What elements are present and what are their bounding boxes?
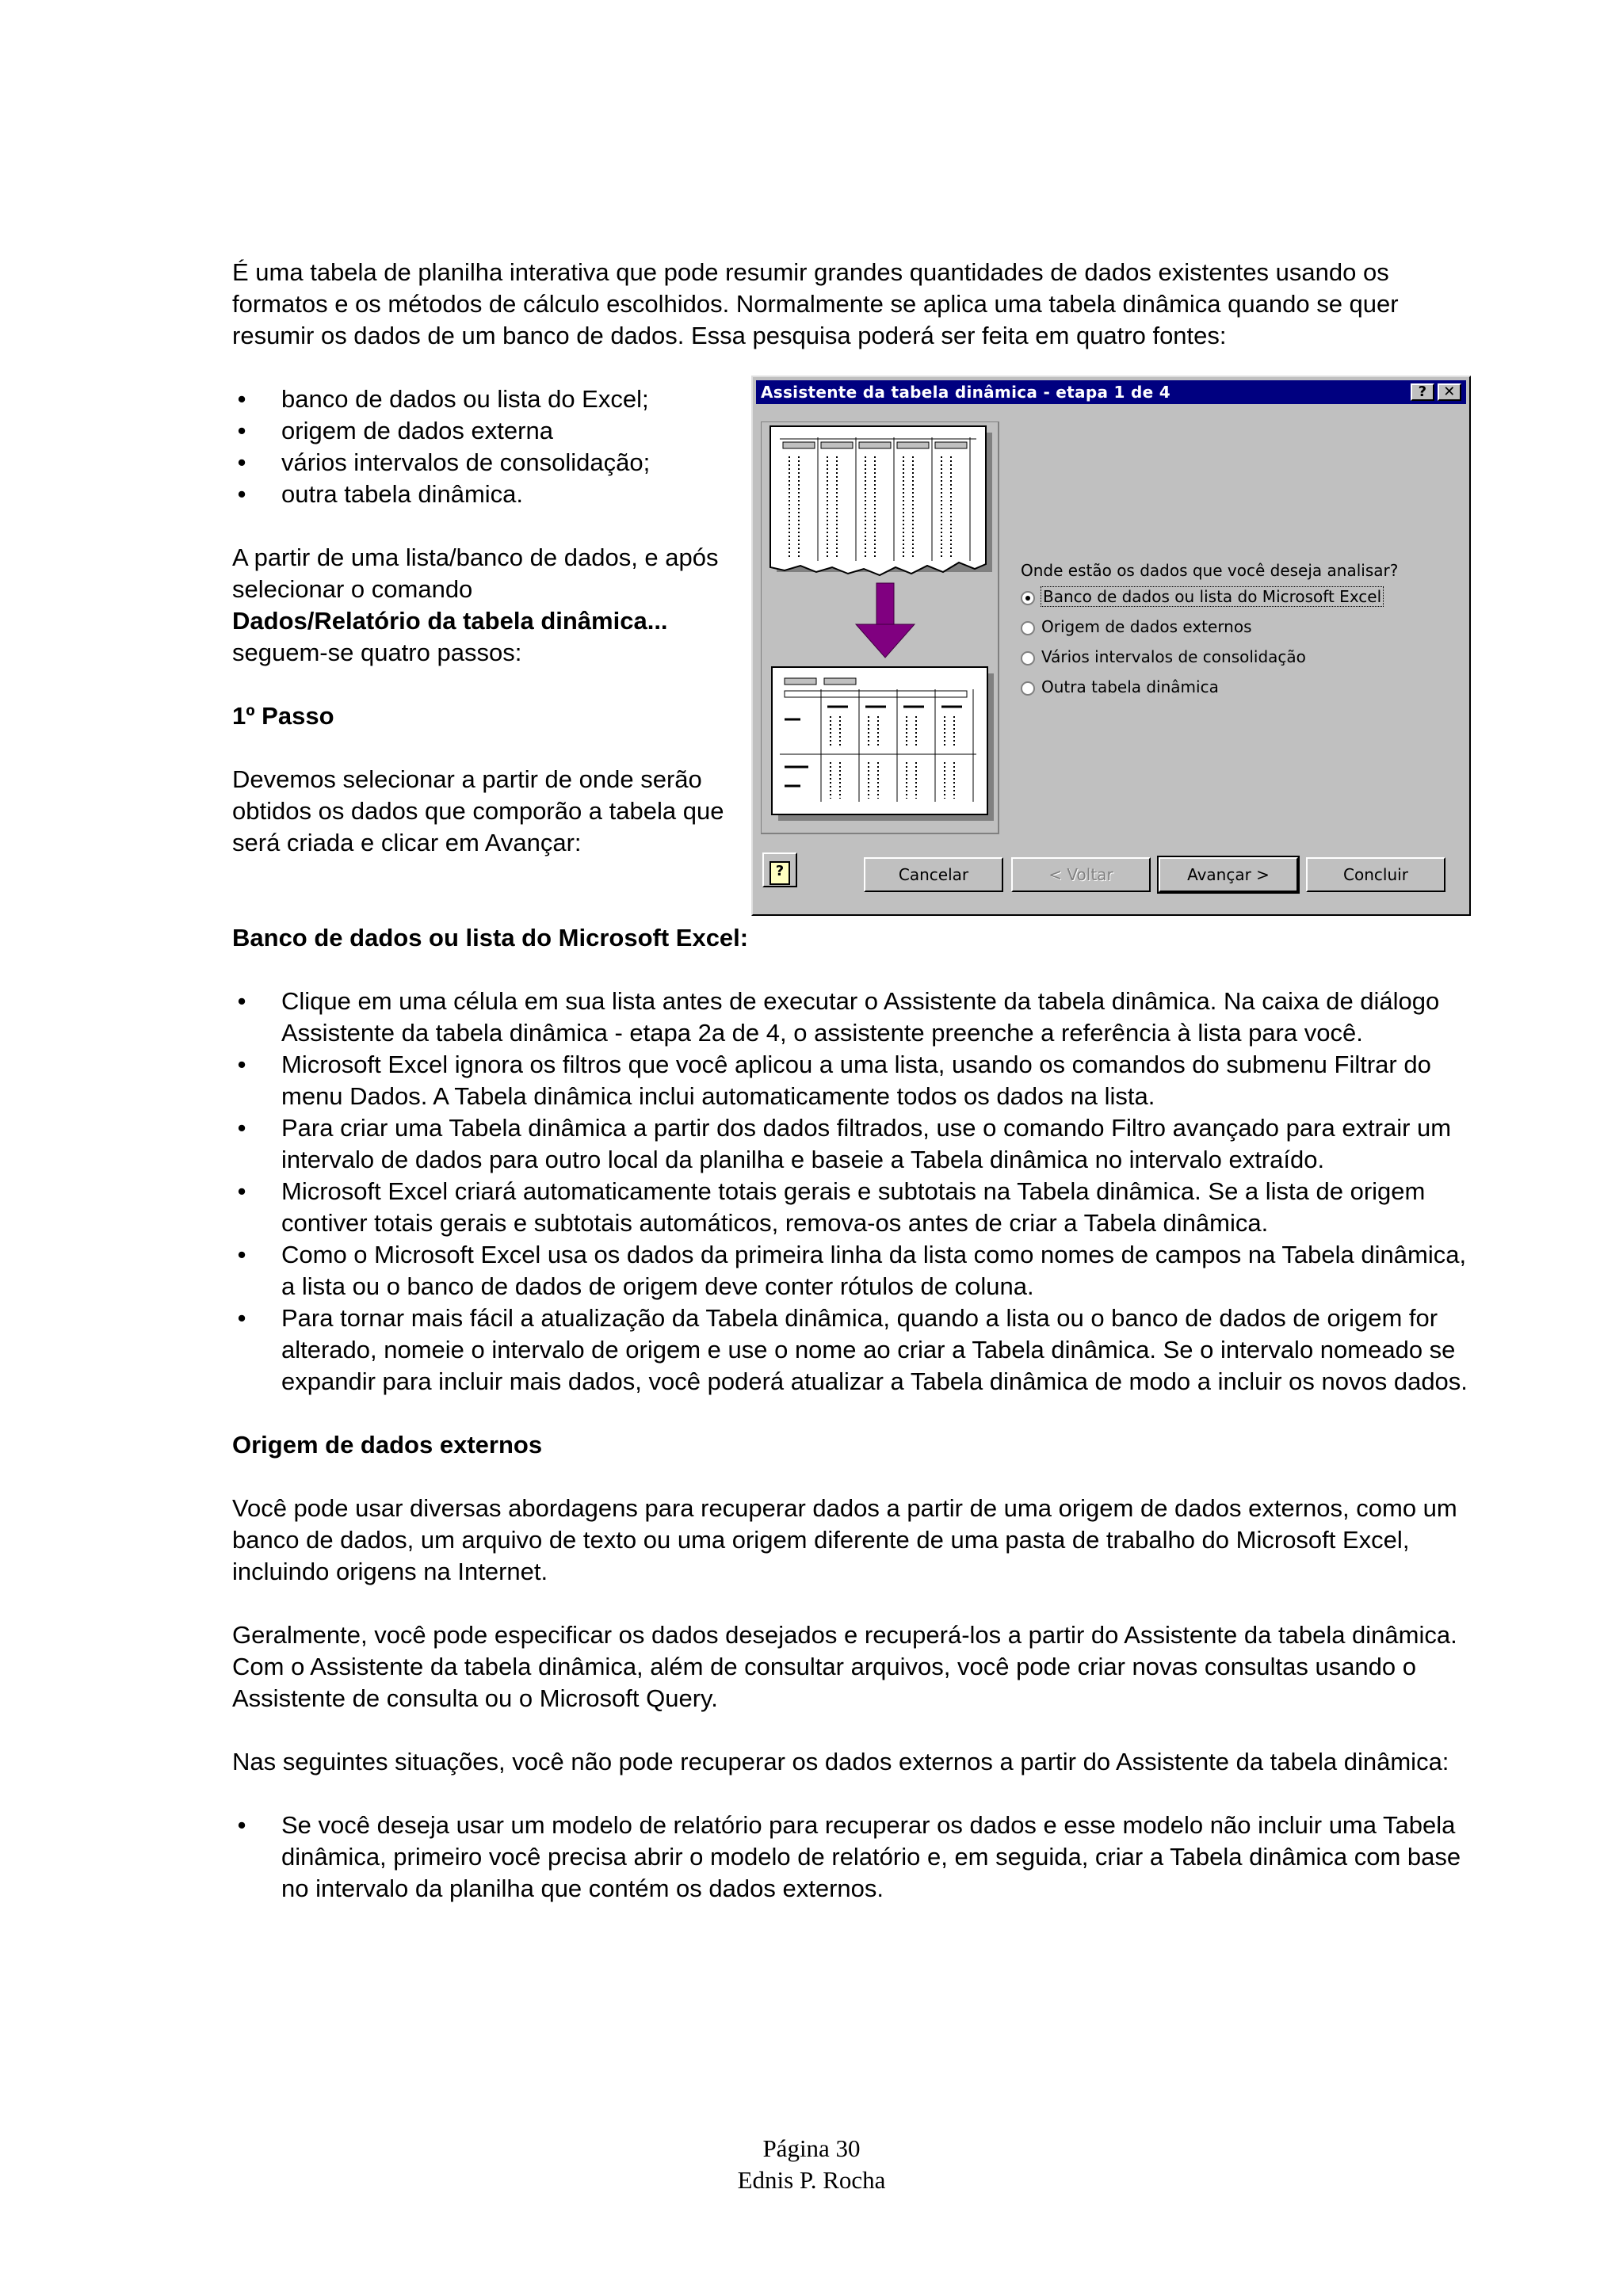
list-item: • Microsoft Excel criará automaticamente totais gerais e subtotais na Tabela dinâmica. Se a lista de origem contiver totais gerais e subtotais automáticos, remova-os antes de criar a Tabela dinâmica. bbox=[232, 1176, 1484, 1239]
wizard-illustration-graphic bbox=[761, 421, 1008, 840]
list-item: • Para tornar mais fácil a atualização da Tabela dinâmica, quando a lista ou o banco de dados de origem for alterado, nomeie o intervalo de origem e use o nome ao criar a Tabela dinâmica. Se o intervalo nomeado se expandir para incluir mais dados, você poderá atualizar a Tabela dinâmica de modo a incluir os novos dados. bbox=[232, 1302, 1484, 1398]
left-column bbox=[232, 383, 739, 859]
list-item: • Para criar uma Tabela dinâmica a partir dos dados filtrados, use o comando Filtro avançado para extrair um intervalo de dados para outro local da planilha e baseie a Tabela dinâmica no intervalo extraído. bbox=[232, 1112, 1484, 1176]
main-content bbox=[232, 922, 1484, 1905]
list-item: • Microsoft Excel ignora os filtros que você aplicou a uma lista, usando os comandos do submenu Filtrar do menu Dados. A Tabela dinâmica inclui automaticamente todos os dados na lista. bbox=[232, 1049, 1484, 1112]
title-help-button[interactable]: ? bbox=[1411, 383, 1434, 401]
bullet-icon: • bbox=[237, 1304, 246, 1332]
help-icon: ? bbox=[769, 861, 790, 885]
bullet-icon: • bbox=[237, 1811, 246, 1839]
close-button[interactable]: ✕ bbox=[1438, 383, 1461, 401]
list-item: • banco de dados ou lista do Excel; bbox=[232, 383, 739, 415]
list-item: • vários intervalos de consolidação; bbox=[232, 447, 739, 479]
radio-excel-list[interactable]: Banco de dados ou lista do Microsoft Excel bbox=[1021, 585, 1383, 608]
bullet-icon: • bbox=[237, 417, 246, 444]
sources-list bbox=[232, 383, 739, 510]
bullet-icon: • bbox=[237, 448, 246, 476]
bullet-icon: • bbox=[237, 1241, 246, 1268]
external-paragraph-3: Nas seguintes situações, você não pode recuperar os dados externos a partir do Assistente da tabela dinâmica: bbox=[232, 1748, 1449, 1775]
step-heading: 1º Passo bbox=[232, 702, 334, 730]
list-item: • Clique em uma célula em sua lista antes de executar o Assistente da tabela dinâmica. Na caixa de diálogo Assistente da tabela dinâmica - etapa 2a de 4, o assistente preenche a referência à lista para você. bbox=[232, 986, 1484, 1049]
pivot-wizard-dialog bbox=[751, 376, 1471, 916]
author-name: Ednis P. Rocha bbox=[737, 2166, 886, 2194]
list-item: • Se você deseja usar um modelo de relatório para recuperar os dados e esse modelo não incluir uma Tabela dinâmica, primeiro você precisa abrir o modelo de relatório e, em seguida, criar a Tabela dinâmica com base no intervalo da planilha que contém os dados externos. bbox=[232, 1810, 1484, 1905]
intro-paragraph: É uma tabela de planilha interativa que pode resumir grandes quantidades de dados existentes usando os formatos e os métodos de cálculo escolhidos. Normalmente se aplica uma tabela dinâmica quando se quer resumir os dados de um banco de dados. Essa pesquisa poderá ser feita em quatro fontes: bbox=[232, 258, 1399, 349]
external-notes-list bbox=[232, 1810, 1484, 1905]
section-heading-external: Origem de dados externos bbox=[232, 1431, 543, 1459]
list-item: • Como o Microsoft Excel usa os dados da primeira linha da lista como nomes de campos na Tabela dinâmica, a lista ou o banco de dados de origem deve conter rótulos de coluna. bbox=[232, 1239, 1484, 1302]
finish-button[interactable]: Concluir bbox=[1306, 857, 1445, 892]
menu-command: Dados/Relatório da tabela dinâmica... bbox=[232, 607, 668, 635]
radio-selected-icon[interactable] bbox=[1021, 591, 1035, 605]
radio-icon[interactable] bbox=[1021, 621, 1035, 635]
dialog-title: Assistente da tabela dinâmica - etapa 1 de 4 bbox=[761, 383, 1170, 402]
bullet-icon: • bbox=[237, 385, 246, 413]
radio-external-data[interactable]: Origem de dados externos bbox=[1021, 615, 1252, 639]
wizard-illustration bbox=[761, 421, 1008, 840]
steps-intro-start: A partir de uma lista/banco de dados, e após selecionar o comando bbox=[232, 543, 719, 603]
section-heading-excel: Banco de dados ou lista do Microsoft Excel: bbox=[232, 924, 749, 952]
page-footer bbox=[0, 2133, 1623, 2196]
data-source-question: Onde estão os dados que você deseja analisar? bbox=[1021, 561, 1399, 580]
bullet-icon: • bbox=[237, 1177, 246, 1205]
page-number: Página 30 bbox=[762, 2134, 861, 2162]
intro-section bbox=[232, 257, 1476, 352]
radio-icon[interactable] bbox=[1021, 651, 1035, 666]
bullet-icon: • bbox=[237, 480, 246, 508]
cancel-button[interactable]: Cancelar bbox=[864, 857, 1003, 892]
external-paragraph-1: Você pode usar diversas abordagens para recuperar dados a partir de uma origem de dados externos, como um banco de dados, um arquivo de texto ou uma origem diferente de uma pasta de trabalho do Microsoft Excel, incluindo origens na Internet. bbox=[232, 1494, 1457, 1585]
next-button[interactable]: Avançar > bbox=[1159, 857, 1298, 892]
radio-other-pivot[interactable]: Outra tabela dinâmica bbox=[1021, 675, 1219, 699]
dialog-title-bar[interactable] bbox=[756, 380, 1466, 404]
excel-notes-list bbox=[232, 986, 1484, 1398]
step-description: Devemos selecionar a partir de onde serão obtidos os dados que comporão a tabela que será criada e clicar em Avançar: bbox=[232, 765, 724, 856]
radio-consolidation-ranges[interactable]: Vários intervalos de consolidação bbox=[1021, 645, 1306, 669]
list-item: • outra tabela dinâmica. bbox=[232, 479, 739, 510]
external-paragraph-2: Geralmente, você pode especificar os dados desejados e recuperá-los a partir do Assistente da tabela dinâmica. Com o Assistente da tabela dinâmica, além de consultar arquivos, você pode criar novas consultas usando o Assistente de consulta ou o Microsoft Query. bbox=[232, 1621, 1457, 1712]
list-item: • origem de dados externa bbox=[232, 415, 739, 447]
radio-icon[interactable] bbox=[1021, 681, 1035, 696]
steps-intro-end: seguem-se quatro passos: bbox=[232, 639, 522, 666]
back-button[interactable]: < Voltar bbox=[1011, 857, 1151, 892]
bullet-icon: • bbox=[237, 1114, 246, 1142]
bullet-icon: • bbox=[237, 987, 246, 1015]
bullet-icon: • bbox=[237, 1051, 246, 1078]
office-assistant-help-button[interactable] bbox=[762, 852, 797, 887]
